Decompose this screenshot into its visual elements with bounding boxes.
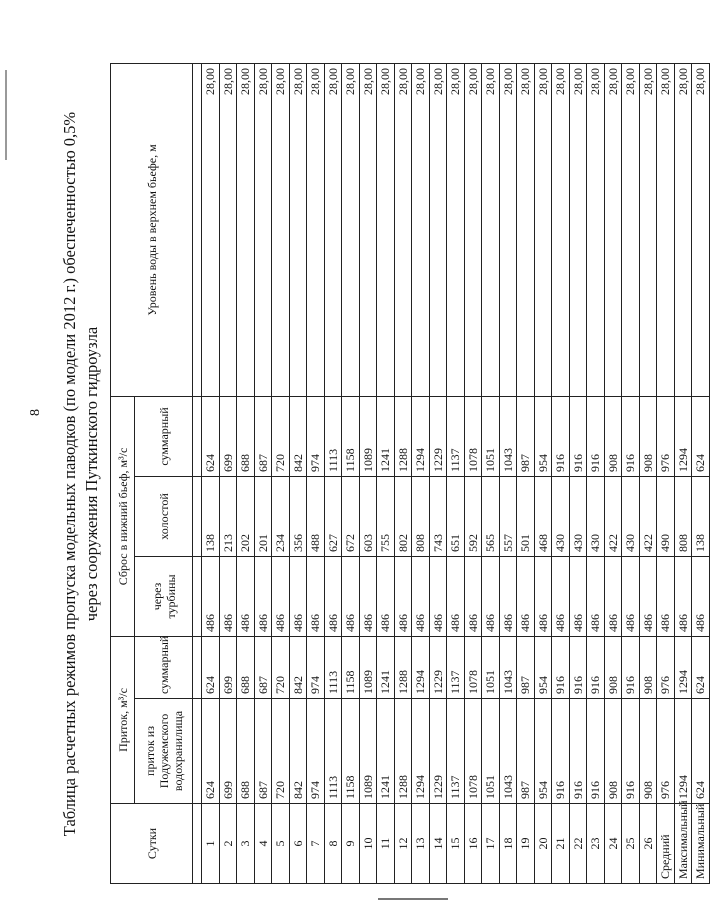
cell-inflow-sum: 1137 bbox=[447, 636, 465, 698]
cell-turbine: 486 bbox=[674, 556, 692, 636]
cell-level: 28,00 bbox=[639, 63, 657, 396]
cell-day: 16 bbox=[464, 804, 482, 884]
cell-level: 28,00 bbox=[534, 63, 552, 396]
cell-turbine: 486 bbox=[639, 556, 657, 636]
cell-inflow-sum: 720 bbox=[272, 636, 290, 698]
cell-idle: 430 bbox=[622, 476, 640, 556]
table-row bbox=[394, 63, 412, 883]
cell-idle: 743 bbox=[429, 476, 447, 556]
cell-inflow: 1158 bbox=[342, 699, 360, 804]
cell-inflow-sum: 987 bbox=[517, 636, 535, 698]
cell-level: 28,00 bbox=[692, 63, 710, 396]
cell-turbine: 486 bbox=[622, 556, 640, 636]
cell-idle: 651 bbox=[447, 476, 465, 556]
cell-idle: 488 bbox=[307, 476, 325, 556]
cell-label: Минимальный bbox=[692, 804, 710, 884]
cell-inflow-sum: 976 bbox=[657, 636, 675, 698]
cell-idle: 422 bbox=[639, 476, 657, 556]
table-row bbox=[307, 63, 325, 883]
empty-cell bbox=[193, 396, 202, 476]
cell-inflow-sum: 1294 bbox=[674, 636, 692, 698]
table-row bbox=[429, 63, 447, 883]
cell-idle: 422 bbox=[604, 476, 622, 556]
cell-day: 22 bbox=[569, 804, 587, 884]
cell-inflow: 1137 bbox=[447, 699, 465, 804]
header-day: Сутки bbox=[111, 804, 193, 884]
cell-inflow-sum: 1043 bbox=[499, 636, 517, 698]
cell-discharge-sum: 1078 bbox=[464, 396, 482, 476]
cell-turbine: 486 bbox=[324, 556, 342, 636]
cell-inflow: 1051 bbox=[482, 699, 500, 804]
cell-idle: 672 bbox=[342, 476, 360, 556]
header-discharge-group: Сброс в нижний бьеф, м³/с bbox=[111, 396, 135, 636]
cell-inflow-sum: 1051 bbox=[482, 636, 500, 698]
cell-turbine: 486 bbox=[657, 556, 675, 636]
cell-idle: 430 bbox=[587, 476, 605, 556]
cell-turbine: 486 bbox=[342, 556, 360, 636]
table-row bbox=[324, 63, 342, 883]
table-body bbox=[193, 63, 710, 883]
cell-day: 10 bbox=[359, 804, 377, 884]
cell-idle: 201 bbox=[254, 476, 272, 556]
cell-inflow: 687 bbox=[254, 699, 272, 804]
cell-inflow-sum: 1294 bbox=[412, 636, 430, 698]
cell-turbine: 486 bbox=[289, 556, 307, 636]
cell-level: 28,00 bbox=[377, 63, 395, 396]
cell-idle: 430 bbox=[569, 476, 587, 556]
cell-day: 24 bbox=[604, 804, 622, 884]
cell-turbine: 486 bbox=[569, 556, 587, 636]
cell-inflow: 916 bbox=[552, 699, 570, 804]
cell-idle: 808 bbox=[674, 476, 692, 556]
cell-idle: 490 bbox=[657, 476, 675, 556]
flood-discharge-table bbox=[110, 63, 710, 884]
cell-turbine: 486 bbox=[517, 556, 535, 636]
cell-turbine: 486 bbox=[587, 556, 605, 636]
table-row bbox=[604, 63, 622, 883]
cell-inflow: 916 bbox=[569, 699, 587, 804]
table-summary-row bbox=[657, 63, 675, 883]
header-discharge-total: суммарный bbox=[135, 396, 193, 476]
cell-label: Средний bbox=[657, 804, 675, 884]
cell-level: 28,00 bbox=[237, 63, 255, 396]
cell-idle: 138 bbox=[202, 476, 220, 556]
cell-inflow-sum: 1229 bbox=[429, 636, 447, 698]
table-row bbox=[254, 63, 272, 883]
cell-inflow: 1229 bbox=[429, 699, 447, 804]
cell-discharge-sum: 624 bbox=[202, 396, 220, 476]
cell-inflow-sum: 699 bbox=[219, 636, 237, 698]
table-row bbox=[534, 63, 552, 883]
cell-label: Максимальный bbox=[674, 804, 692, 884]
scan-bottom-mark bbox=[378, 898, 448, 900]
empty-cell bbox=[193, 699, 202, 804]
cell-level: 28,00 bbox=[429, 63, 447, 396]
cell-inflow: 720 bbox=[272, 699, 290, 804]
cell-discharge-sum: 624 bbox=[692, 396, 710, 476]
cell-discharge-sum: 687 bbox=[254, 396, 272, 476]
cell-turbine: 486 bbox=[482, 556, 500, 636]
cell-day: 19 bbox=[517, 804, 535, 884]
cell-inflow: 1113 bbox=[324, 699, 342, 804]
table-row bbox=[202, 63, 220, 883]
cell-day: 2 bbox=[219, 804, 237, 884]
cell-inflow: 699 bbox=[219, 699, 237, 804]
cell-inflow: 976 bbox=[657, 699, 675, 804]
table-title: Таблица расчетных режимов пропуска модельных паводков (по модели 2012 г.) обеспеченностью 0,5% bbox=[60, 111, 79, 837]
cell-level: 28,00 bbox=[482, 63, 500, 396]
cell-turbine: 486 bbox=[499, 556, 517, 636]
cell-turbine: 486 bbox=[377, 556, 395, 636]
cell-discharge-sum: 1158 bbox=[342, 396, 360, 476]
cell-level: 28,00 bbox=[517, 63, 535, 396]
table-row bbox=[552, 63, 570, 883]
cell-inflow-sum: 1158 bbox=[342, 636, 360, 698]
cell-level: 28,00 bbox=[324, 63, 342, 396]
cell-inflow: 1294 bbox=[674, 699, 692, 804]
cell-level: 28,00 bbox=[289, 63, 307, 396]
cell-day: 7 bbox=[307, 804, 325, 884]
cell-idle: 603 bbox=[359, 476, 377, 556]
cell-inflow: 954 bbox=[534, 699, 552, 804]
cell-level: 28,00 bbox=[674, 63, 692, 396]
cell-inflow: 688 bbox=[237, 699, 255, 804]
table-row bbox=[569, 63, 587, 883]
table-row bbox=[639, 63, 657, 883]
cell-day: 12 bbox=[394, 804, 412, 884]
cell-discharge-sum: 720 bbox=[272, 396, 290, 476]
cell-discharge-sum: 916 bbox=[552, 396, 570, 476]
table-row bbox=[517, 63, 535, 883]
page-number: 8 bbox=[28, 409, 43, 416]
cell-discharge-sum: 1294 bbox=[674, 396, 692, 476]
cell-inflow: 916 bbox=[622, 699, 640, 804]
cell-discharge-sum: 916 bbox=[569, 396, 587, 476]
cell-discharge-sum: 1294 bbox=[412, 396, 430, 476]
cell-turbine: 486 bbox=[202, 556, 220, 636]
cell-level: 28,00 bbox=[254, 63, 272, 396]
cell-level: 28,00 bbox=[359, 63, 377, 396]
cell-inflow: 987 bbox=[517, 699, 535, 804]
cell-idle: 501 bbox=[517, 476, 535, 556]
cell-turbine: 486 bbox=[464, 556, 482, 636]
cell-turbine: 486 bbox=[237, 556, 255, 636]
empty-cell bbox=[193, 63, 202, 396]
cell-inflow: 1043 bbox=[499, 699, 517, 804]
cell-turbine: 486 bbox=[254, 556, 272, 636]
cell-discharge-sum: 1137 bbox=[447, 396, 465, 476]
cell-discharge-sum: 699 bbox=[219, 396, 237, 476]
cell-idle: 202 bbox=[237, 476, 255, 556]
cell-day: 13 bbox=[412, 804, 430, 884]
cell-inflow-sum: 954 bbox=[534, 636, 552, 698]
table-row bbox=[377, 63, 395, 883]
cell-day: 17 bbox=[482, 804, 500, 884]
separator-row bbox=[193, 63, 202, 883]
cell-discharge-sum: 1113 bbox=[324, 396, 342, 476]
cell-level: 28,00 bbox=[552, 63, 570, 396]
cell-turbine: 486 bbox=[307, 556, 325, 636]
table-row bbox=[237, 63, 255, 883]
table-row bbox=[219, 63, 237, 883]
cell-level: 28,00 bbox=[657, 63, 675, 396]
table-row bbox=[464, 63, 482, 883]
cell-turbine: 486 bbox=[604, 556, 622, 636]
cell-level: 28,00 bbox=[587, 63, 605, 396]
cell-inflow-sum: 974 bbox=[307, 636, 325, 698]
cell-discharge-sum: 916 bbox=[622, 396, 640, 476]
cell-inflow-sum: 842 bbox=[289, 636, 307, 698]
cell-level: 28,00 bbox=[272, 63, 290, 396]
table-row bbox=[622, 63, 640, 883]
cell-inflow: 842 bbox=[289, 699, 307, 804]
header-inflow-group: Приток, м³/с bbox=[111, 636, 135, 803]
header-upper-level: Уровень воды в верхнем бьефе, м bbox=[111, 63, 193, 396]
cell-level: 28,00 bbox=[219, 63, 237, 396]
cell-level: 28,00 bbox=[464, 63, 482, 396]
cell-day: 8 bbox=[324, 804, 342, 884]
cell-level: 28,00 bbox=[307, 63, 325, 396]
cell-day: 18 bbox=[499, 804, 517, 884]
cell-turbine: 486 bbox=[359, 556, 377, 636]
cell-idle: 808 bbox=[412, 476, 430, 556]
cell-discharge-sum: 1043 bbox=[499, 396, 517, 476]
empty-cell bbox=[193, 804, 202, 884]
table-row bbox=[342, 63, 360, 883]
cell-inflow-sum: 1288 bbox=[394, 636, 412, 698]
cell-turbine: 486 bbox=[692, 556, 710, 636]
cell-inflow-sum: 908 bbox=[639, 636, 657, 698]
cell-turbine: 486 bbox=[272, 556, 290, 636]
cell-inflow-sum: 1113 bbox=[324, 636, 342, 698]
header-inflow-from: приток из Подужемского водохранилища bbox=[135, 699, 193, 804]
cell-discharge-sum: 688 bbox=[237, 396, 255, 476]
scan-edge-mark bbox=[5, 70, 7, 160]
cell-discharge-sum: 976 bbox=[657, 396, 675, 476]
cell-idle: 755 bbox=[377, 476, 395, 556]
cell-day: 3 bbox=[237, 804, 255, 884]
cell-inflow-sum: 624 bbox=[692, 636, 710, 698]
cell-level: 28,00 bbox=[202, 63, 220, 396]
cell-day: 4 bbox=[254, 804, 272, 884]
cell-discharge-sum: 908 bbox=[639, 396, 657, 476]
empty-cell bbox=[193, 476, 202, 556]
cell-inflow: 908 bbox=[604, 699, 622, 804]
cell-level: 28,00 bbox=[569, 63, 587, 396]
table-row bbox=[272, 63, 290, 883]
cell-inflow: 1288 bbox=[394, 699, 412, 804]
cell-inflow-sum: 916 bbox=[622, 636, 640, 698]
cell-day: 15 bbox=[447, 804, 465, 884]
cell-turbine: 486 bbox=[552, 556, 570, 636]
rotated-page-content bbox=[18, 64, 708, 884]
header-through-turbines: через турбины bbox=[135, 556, 193, 636]
cell-idle: 802 bbox=[394, 476, 412, 556]
cell-day: 11 bbox=[377, 804, 395, 884]
header-idle: холостой bbox=[135, 476, 193, 556]
cell-level: 28,00 bbox=[412, 63, 430, 396]
cell-level: 28,00 bbox=[447, 63, 465, 396]
cell-inflow-sum: 916 bbox=[587, 636, 605, 698]
table-row bbox=[499, 63, 517, 883]
table-row bbox=[482, 63, 500, 883]
table-subtitle: через сооружения Путкинского гидроузла bbox=[82, 326, 101, 622]
cell-idle: 138 bbox=[692, 476, 710, 556]
cell-day: 14 bbox=[429, 804, 447, 884]
cell-discharge-sum: 987 bbox=[517, 396, 535, 476]
cell-level: 28,00 bbox=[604, 63, 622, 396]
cell-day: 26 bbox=[639, 804, 657, 884]
cell-discharge-sum: 916 bbox=[587, 396, 605, 476]
cell-inflow: 1078 bbox=[464, 699, 482, 804]
cell-idle: 234 bbox=[272, 476, 290, 556]
cell-inflow-sum: 908 bbox=[604, 636, 622, 698]
cell-idle: 468 bbox=[534, 476, 552, 556]
cell-level: 28,00 bbox=[499, 63, 517, 396]
cell-inflow: 1089 bbox=[359, 699, 377, 804]
cell-day: 5 bbox=[272, 804, 290, 884]
cell-inflow: 1241 bbox=[377, 699, 395, 804]
cell-inflow-sum: 1241 bbox=[377, 636, 395, 698]
cell-discharge-sum: 954 bbox=[534, 396, 552, 476]
cell-discharge-sum: 974 bbox=[307, 396, 325, 476]
cell-turbine: 486 bbox=[534, 556, 552, 636]
cell-turbine: 486 bbox=[394, 556, 412, 636]
cell-turbine: 486 bbox=[429, 556, 447, 636]
cell-discharge-sum: 1089 bbox=[359, 396, 377, 476]
cell-day: 6 bbox=[289, 804, 307, 884]
cell-inflow-sum: 687 bbox=[254, 636, 272, 698]
cell-idle: 592 bbox=[464, 476, 482, 556]
cell-discharge-sum: 908 bbox=[604, 396, 622, 476]
cell-inflow-sum: 1078 bbox=[464, 636, 482, 698]
cell-day: 21 bbox=[552, 804, 570, 884]
cell-inflow: 916 bbox=[587, 699, 605, 804]
cell-inflow-sum: 688 bbox=[237, 636, 255, 698]
cell-discharge-sum: 1241 bbox=[377, 396, 395, 476]
cell-turbine: 486 bbox=[219, 556, 237, 636]
table-row bbox=[289, 63, 307, 883]
cell-discharge-sum: 1229 bbox=[429, 396, 447, 476]
cell-inflow-sum: 916 bbox=[552, 636, 570, 698]
empty-cell bbox=[193, 556, 202, 636]
cell-idle: 557 bbox=[499, 476, 517, 556]
cell-inflow: 624 bbox=[692, 699, 710, 804]
cell-day: 1 bbox=[202, 804, 220, 884]
cell-discharge-sum: 1051 bbox=[482, 396, 500, 476]
cell-idle: 213 bbox=[219, 476, 237, 556]
cell-idle: 627 bbox=[324, 476, 342, 556]
cell-discharge-sum: 842 bbox=[289, 396, 307, 476]
table-summary-row bbox=[692, 63, 710, 883]
cell-turbine: 486 bbox=[412, 556, 430, 636]
header-inflow-total: суммарный bbox=[135, 636, 193, 698]
cell-idle: 430 bbox=[552, 476, 570, 556]
cell-inflow: 974 bbox=[307, 699, 325, 804]
cell-inflow: 624 bbox=[202, 699, 220, 804]
cell-inflow-sum: 624 bbox=[202, 636, 220, 698]
cell-level: 28,00 bbox=[342, 63, 360, 396]
cell-idle: 565 bbox=[482, 476, 500, 556]
cell-day: 9 bbox=[342, 804, 360, 884]
cell-idle: 356 bbox=[289, 476, 307, 556]
empty-cell bbox=[193, 636, 202, 698]
cell-inflow-sum: 916 bbox=[569, 636, 587, 698]
table-summary-row bbox=[674, 63, 692, 883]
cell-discharge-sum: 1288 bbox=[394, 396, 412, 476]
table-row bbox=[587, 63, 605, 883]
table-row bbox=[359, 63, 377, 883]
cell-day: 20 bbox=[534, 804, 552, 884]
table-row bbox=[447, 63, 465, 883]
cell-level: 28,00 bbox=[622, 63, 640, 396]
table-row bbox=[412, 63, 430, 883]
cell-inflow-sum: 1089 bbox=[359, 636, 377, 698]
cell-inflow: 1294 bbox=[412, 699, 430, 804]
cell-day: 23 bbox=[587, 804, 605, 884]
cell-day: 25 bbox=[622, 804, 640, 884]
cell-level: 28,00 bbox=[394, 63, 412, 396]
cell-turbine: 486 bbox=[447, 556, 465, 636]
cell-inflow: 908 bbox=[639, 699, 657, 804]
